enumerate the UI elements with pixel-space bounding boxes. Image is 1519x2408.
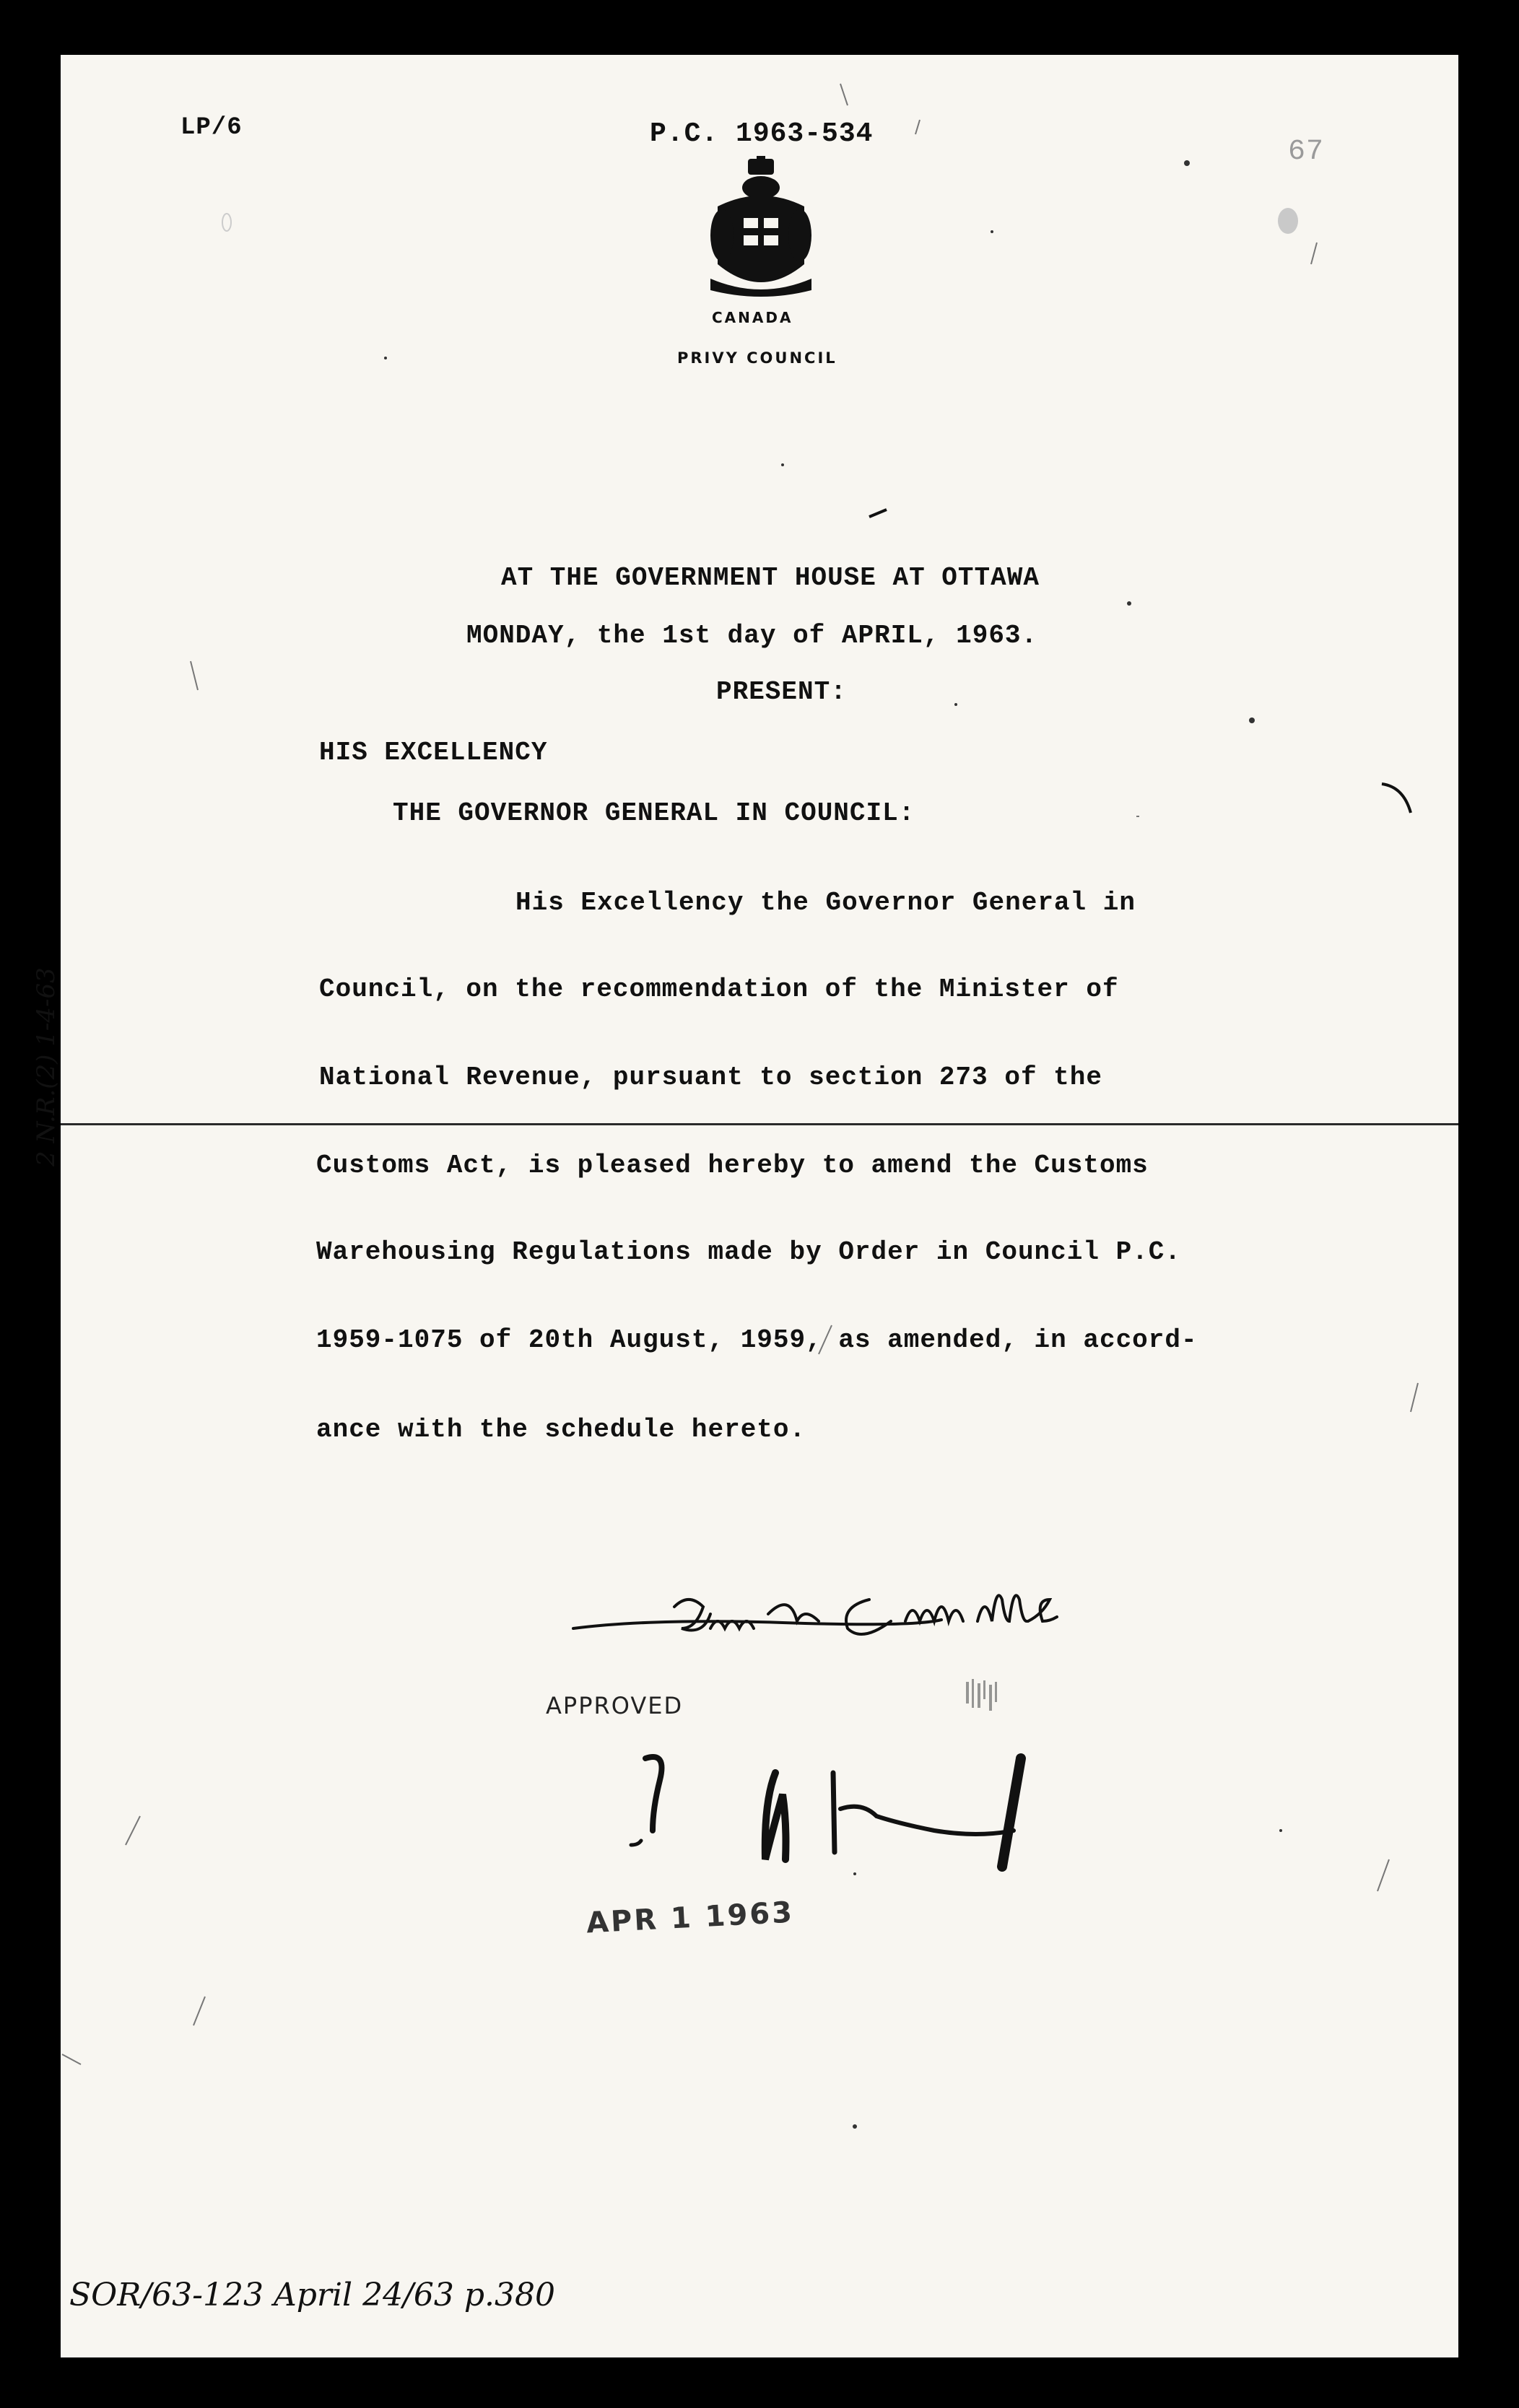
body-line: 1959-1075 of 20th August, 1959, as amended, in accord- bbox=[316, 1325, 1198, 1355]
country-caption: CANADA bbox=[712, 309, 793, 326]
scan-artifacts bbox=[61, 55, 1458, 2357]
body-line: Warehousing Regulations made by Order in Council P.C. bbox=[316, 1237, 1181, 1267]
council-caption: PRIVY COUNCIL bbox=[677, 349, 837, 367]
document-page bbox=[32, 55, 1458, 2357]
meeting-place: AT THE GOVERNMENT HOUSE AT OTTAWA bbox=[501, 563, 1040, 593]
registration-note: SOR/63-123 April 24/63 p.380 bbox=[69, 2277, 556, 2313]
file-reference: LP/6 bbox=[180, 114, 243, 141]
body-line: National Revenue, pursuant to section 273 of the bbox=[319, 1063, 1102, 1092]
body-line: Council, on the recommendation of the Minister of bbox=[319, 974, 1119, 1004]
approved-label: APPROVED bbox=[546, 1692, 684, 1719]
margin-annotation: 2 N.R.(2) 1-4-63 bbox=[32, 967, 61, 1166]
address-line-2: THE GOVERNOR GENERAL IN COUNCIL: bbox=[393, 798, 915, 828]
address-line-1: HIS EXCELLENCY bbox=[319, 738, 548, 767]
body-line: His Excellency the Governor General in bbox=[515, 888, 1136, 917]
fold-line bbox=[61, 1123, 1458, 1125]
approval-date-stamp: APR 1 1963 bbox=[585, 1896, 796, 1940]
body-line: Customs Act, is pleased hereby to amend the Customs bbox=[316, 1151, 1149, 1180]
clerk-signature bbox=[566, 1578, 1115, 1665]
present-heading: PRESENT: bbox=[716, 677, 847, 707]
order-number: P.C. 1963-534 bbox=[650, 118, 874, 149]
page-number: 67 bbox=[1288, 136, 1325, 168]
meeting-date: MONDAY, the 1st day of APRIL, 1963. bbox=[466, 621, 1038, 650]
canada-coat-of-arms-icon bbox=[703, 156, 819, 300]
body-line: ance with the schedule hereto. bbox=[316, 1415, 806, 1444]
